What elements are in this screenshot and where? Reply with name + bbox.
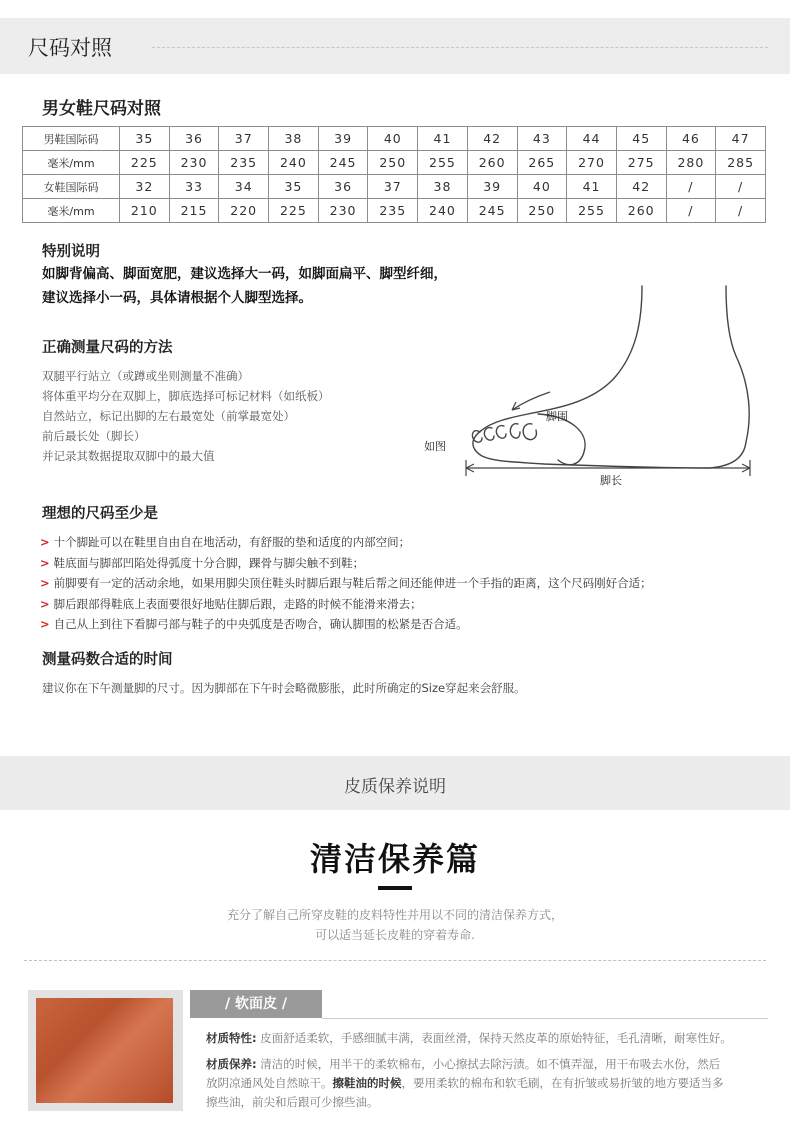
measure-step-2: 将体重平均分在双脚上，脚底选择可标记材料（如纸板） <box>42 389 330 403</box>
size-cell: 280 <box>666 151 716 175</box>
special-note-line-2: 建议选择小一码，具体请根据个人脚型选择。 <box>42 290 312 306</box>
size-cell: 250 <box>368 151 418 175</box>
size-cell: 38 <box>418 175 468 199</box>
foot-outline <box>472 286 749 468</box>
leather-type-tag: / 软面皮 / <box>190 990 322 1018</box>
table-row <box>23 175 766 199</box>
size-cell: 210 <box>120 199 170 223</box>
size-cell: 240 <box>269 151 319 175</box>
size-cell: 45 <box>616 127 666 151</box>
size-cell: 215 <box>169 199 219 223</box>
label-as-shown: 如图 <box>424 440 446 453</box>
size-cell: 39 <box>467 175 517 199</box>
special-note-line-1: 如脚背偏高、脚面宽肥，建议选择大一码，如脚面扁平、脚型纤细， <box>42 266 447 282</box>
size-cell: 37 <box>219 127 269 151</box>
material-property-text: 皮面舒适柔软，手感细腻丰满，表面丝滑，保持天然皮革的原始特征，毛孔清晰，耐寒性好。 <box>260 1031 732 1045</box>
header-dotted-rule <box>152 47 768 48</box>
label-foot-circumference: 脚围 <box>546 410 568 423</box>
measure-step-3: 自然站立，标记出脚的左右最宽处（前掌最宽处） <box>42 409 295 423</box>
size-cell: 39 <box>318 127 368 151</box>
label-foot-length: 脚长 <box>600 474 622 487</box>
care-subtitle-line-1: 充分了解自己所穿皮鞋的皮料特性并用以不同的清洁保养方式， <box>226 908 563 922</box>
leather-swatch-image <box>36 998 173 1103</box>
size-cell: 250 <box>517 199 567 223</box>
measure-method-title: 正确测量尺码的方法 <box>42 340 173 356</box>
material-care-text-1: 清洁的时候，用半干的柔软棉布，小心擦拭去除污渍。如不慎弄湿，用干布吸去水份，然后 <box>260 1057 721 1071</box>
size-cell: 44 <box>567 127 617 151</box>
size-cell: 36 <box>318 175 368 199</box>
size-cell: / <box>666 199 716 223</box>
care-heading: 清洁保养篇 <box>309 840 480 878</box>
row-label: 女鞋国际码 <box>23 175 120 199</box>
table-row <box>23 127 766 151</box>
row-label: 毫米/mm <box>23 199 120 223</box>
size-chart-header-bar <box>0 18 790 74</box>
size-cell: 235 <box>219 151 269 175</box>
care-subtitle-line-2: 可以适当延长皮鞋的穿着寿命. <box>315 928 475 942</box>
material-care-text-2a: 放阴凉通风处自然晾干。 <box>206 1076 333 1090</box>
size-cell: 240 <box>418 199 468 223</box>
arrow-marker-icon: > <box>40 555 50 570</box>
size-cell: 230 <box>169 151 219 175</box>
measure-step-1: 双腿平行站立（或蹲或坐则测量不准确） <box>42 369 249 383</box>
list-item: > 自己从上到往下看脚弓部与鞋子的中央弧度是否吻合，确认脚围的松紧是否合适。 <box>40 617 468 631</box>
measure-time-title: 测量码数合适的时间 <box>42 652 173 668</box>
size-cell: 35 <box>269 175 319 199</box>
size-cell: 38 <box>269 127 319 151</box>
arrow-marker-icon: > <box>40 576 50 590</box>
size-cell: 40 <box>517 175 567 199</box>
size-cell: 225 <box>269 199 319 223</box>
material-care-bold: 擦鞋油的时候 <box>332 1076 402 1090</box>
material-care-label: 材质保养: <box>206 1057 257 1071</box>
size-table <box>22 126 766 223</box>
size-cell: 265 <box>517 151 567 175</box>
size-cell: 260 <box>467 151 517 175</box>
size-cell: 285 <box>716 151 766 175</box>
size-cell: 230 <box>318 199 368 223</box>
care-heading-underline <box>378 886 412 890</box>
size-cell: 47 <box>716 127 766 151</box>
measure-step-4: 前后最长处（脚长） <box>42 429 146 443</box>
table-row <box>23 199 766 223</box>
size-cell: / <box>716 175 766 199</box>
list-item: > 脚后跟部得鞋底上表面要很好地贴住脚后跟，走路的时候不能滑来滑去； <box>40 596 422 611</box>
size-cell: 35 <box>120 127 170 151</box>
material-property <box>206 1029 732 1048</box>
material-care-text-2b: ，要用柔软的棉布和软毛刷，在有折皱或易折皱的地方要适当多 <box>401 1076 724 1090</box>
size-cell: 46 <box>666 127 716 151</box>
size-cell: 255 <box>418 151 468 175</box>
size-cell: 32 <box>120 175 170 199</box>
size-cell: 245 <box>467 199 517 223</box>
leather-care-header-bar <box>0 756 790 810</box>
size-cell: 41 <box>567 175 617 199</box>
row-label: 男鞋国际码 <box>23 127 120 151</box>
size-cell: 43 <box>517 127 567 151</box>
size-cell: / <box>666 175 716 199</box>
size-cell: 225 <box>120 151 170 175</box>
size-cell: 260 <box>616 199 666 223</box>
size-cell: / <box>716 199 766 223</box>
special-note-title: 特别说明 <box>42 244 100 260</box>
size-cell: 34 <box>219 175 269 199</box>
size-cell: 245 <box>318 151 368 175</box>
size-cell: 42 <box>467 127 517 151</box>
size-cell: 36 <box>169 127 219 151</box>
table-row <box>23 151 766 175</box>
ideal-size-list <box>40 532 652 635</box>
list-item: > 前脚要有一定的活动余地，如果用脚尖顶住鞋头时脚后跟与鞋后帮之间还能伸进一个手指的距离，这个尺码刚好合适； <box>40 576 652 590</box>
section-title-size-chart: 尺码对照 <box>28 36 112 60</box>
measure-method-list <box>42 366 330 466</box>
list-item: > 十个脚趾可以在鞋里自由自在地活动，有舒服的垫和适度的内部空间； <box>40 535 411 549</box>
arrow-marker-icon: > <box>40 535 50 549</box>
size-cell: 40 <box>368 127 418 151</box>
size-cell: 220 <box>219 199 269 223</box>
care-dashed-divider <box>24 960 766 961</box>
measure-step-5: 并记录其数据提取双脚中的最大值 <box>42 449 215 463</box>
size-cell: 41 <box>418 127 468 151</box>
arrow-marker-icon: > <box>40 596 50 611</box>
care-subtitle <box>0 905 790 945</box>
size-cell: 255 <box>567 199 617 223</box>
material-care-text-3: 擦些油，前尖和后跟可少擦些油。 <box>206 1095 379 1109</box>
foot-measure-diagram <box>420 282 760 492</box>
size-cell: 275 <box>616 151 666 175</box>
list-item: > 鞋底面与脚部凹陷处得弧度十分合脚，踝骨与脚尖触不到鞋； <box>40 555 365 570</box>
arrow-marker-icon: > <box>40 617 50 631</box>
size-cell: 42 <box>616 175 666 199</box>
measure-time-text: 建议你在下午测量脚的尺寸。因为脚部在下午时会略微膨胀，此时所确定的Size穿起来会舒服。 <box>42 681 526 695</box>
row-label: 毫米/mm <box>23 151 120 175</box>
leather-tag-rule <box>322 1018 768 1019</box>
size-cell: 235 <box>368 199 418 223</box>
size-cell: 270 <box>567 151 617 175</box>
section-title-leather-care: 皮质保养说明 <box>344 777 446 797</box>
size-cell: 37 <box>368 175 418 199</box>
size-cell: 33 <box>169 175 219 199</box>
material-care <box>206 1055 724 1112</box>
material-property-label: 材质特性: <box>206 1031 257 1045</box>
ideal-size-title: 理想的尺码至少是 <box>42 506 158 522</box>
circumference-arrow <box>512 392 550 410</box>
size-table-title: 男女鞋尺码对照 <box>42 99 161 119</box>
